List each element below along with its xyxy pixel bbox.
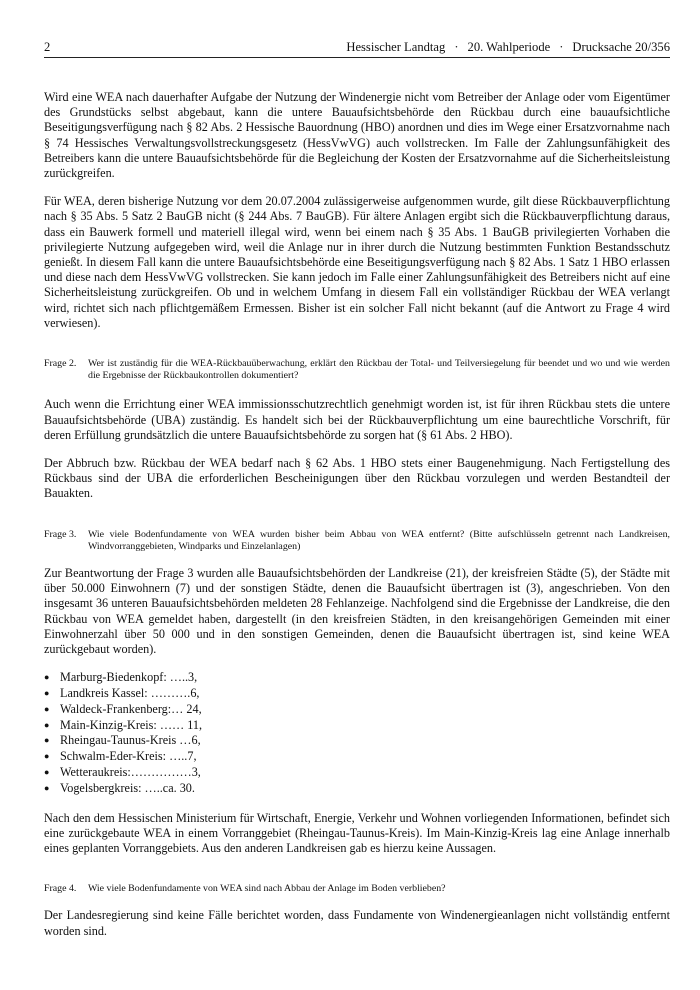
- list-item-text: Marburg-Biedenkopf: …..3,: [60, 670, 198, 685]
- document-page: [44, 40, 670, 939]
- list-item: [44, 765, 670, 781]
- list-item: [44, 702, 670, 718]
- bullet-icon: ●: [44, 767, 50, 778]
- list-item-text: Rheingau-Taunus-Kreis …6,: [60, 733, 201, 748]
- list-item-text: Landkreis Kassel: ……….6,: [60, 686, 200, 701]
- header-separator: ·: [559, 40, 564, 54]
- list-item: [44, 749, 670, 765]
- list-item-text: Waldeck-Frankenberg:… 24,: [60, 701, 202, 716]
- question-label: Frage 2.: [44, 358, 77, 370]
- list-item-text: Main-Kinzig-Kreis: …… 11,: [60, 717, 203, 732]
- answer-paragraph-1: Wird eine WEA nach dauerhafter Aufgabe der Nutzung der Windenergie nicht vom Betreiber der Anlage oder vom Eigentümer des Grundstücks selbst abgebaut, kann die untere Bauaufsichtsbehörde den Rückbau durch eine bauaufsichtliche Beseitigungsverfügung nach § 82 Abs. 2 Hessische Bauordnung (HBO) anordnen und dies im Wege einer Ersatzvornahme nach § 74 Hessisches Verwaltungsvollstreckungsgesetz (HessVwVG) auch vollstrecken. Im Falle der Zahlungsunfähigkeit des Betreibers kann die untere Bauaufsichtsbehörde für die Begleichung der Kosten der Ersatzvornahme auf die Sicherheitsleistung zurückgreifen.: [44, 90, 670, 181]
- answer-paragraph-5: Zur Beantwortung der Frage 3 wurden alle Bauaufsichtsbehörden der Landkreise (21), der kreisfreien Städte (5), der Städte mit über 50.000 Einwohnern (7) und der sonstigen Städte, denen die Bauaufsicht übertragen ist (3), angeschrieben. Von den insgesamt 36 unteren Bauaufsichtsbehörden meldeten 28 Fehlanzeige. Nachfolgend sind die Ergebnisse der Landkreise, die den Rückbau von WEA gemeldet haben, dargestellt (in den kreisfreien Städten, in den kreisangehörigen Gemeinden mit einer Einwohnerzahl über 50 000 und in den sonstigen Gemeinden, denen die Bauaufsicht übertragen ist, sind keine WEA zurückgebaut worden).: [44, 566, 670, 657]
- list-item: [44, 686, 670, 702]
- bullet-icon: ●: [44, 703, 50, 714]
- list-item: [44, 781, 670, 797]
- legislative-period: 20. Wahlperiode: [467, 40, 551, 54]
- question-text: Wer ist zuständig für die WEA-Rückbauüberwachung, erklärt den Rückbau der Total- und Teilversiegelung für beendet und wo und wie werden die Ergebnisse der Rückbaukontrollen dokumentiert?: [88, 358, 670, 382]
- page-number: 2: [44, 40, 51, 54]
- list-item: [44, 670, 670, 686]
- bullet-icon: ●: [44, 782, 50, 793]
- question-text: Wie viele Bodenfundamente von WEA wurden bisher beim Abbau von WEA entfernt? (Bitte aufschlüsseln getrennt nach Landkreisen, Windvorranggebieten, Windparks und Einzelanlagen): [88, 528, 670, 552]
- answer-paragraph-2: Für WEA, deren bisherige Nutzung vor dem 20.07.2004 zulässigerweise aufgenommen wurde, gilt diese Rückbauverpflichtung nach § 35 Abs. 5 Satz 2 BauGB nicht (§ 244 Abs. 7 BauGB). Für ältere Anlagen ergibt sich die Rückbauverpflichtung daraus, dass ein Bauwerk formell und materiell illegal wird, wenn bei einem nach § 35 Abs. 1 BauGB privilegierten Vorhaben die privilegierte Nutzung aufgegeben wird, weil die Anlage nur in ihrer durch die Nutzung bestimmten Funktion Bestandsschutz genießt. In diesem Fall kann die untere Bauaufsichtsbehörde eine Beseitigungsverfügung nach § 82 Abs. 1 Satz 1 HBO erlassen und diese nach dem HessVwVG vollstrecken. Sie kann jedoch im Falle einer Zahlungsunfähigkeit des Betreibers nicht auf eine Sicherheitsleistung zurückgreifen. Ob und in welchem Umfang in diesem Fall ein vollständiger Rückbau der WEA verlangt wird, richtet sich nach pflichtgemäßem Ermessen. Bisher ist ein solcher Fall nicht bekannt (auf die Antwort zu Frage 4 wird verwiesen).: [44, 194, 670, 330]
- page-header: [44, 40, 670, 58]
- question-label: Frage 3.: [44, 528, 77, 540]
- question-label: Frage 4.: [44, 883, 77, 895]
- bullet-icon: ●: [44, 688, 50, 699]
- list-item: [44, 733, 670, 749]
- list-item-text: Vogelsbergkreis: …..ca. 30.: [60, 780, 195, 795]
- document-number: Drucksache 20/356: [572, 40, 670, 54]
- answer-paragraph-3: Auch wenn die Errichtung einer WEA immissionsschutzrechtlich genehmigt worden ist, ist für ihren Rückbau stets die untere Bauaufsichtsbehörde (UBA) zuständig. Es handelt sich bei der Rückbauverpflichtung um eine baurechtliche Vorschrift, für deren Erfüllung grundsätzlich die untere Bauaufsichtsbehörde zu sorgen hat (§ 61 Abs. 2 HBO).: [44, 397, 670, 442]
- header-separator: ·: [454, 40, 459, 54]
- answer-paragraph-6: Nach den dem Hessischen Ministerium für Wirtschaft, Energie, Verkehr und Wohnen vorliegenden Informationen, befindet sich eine zurückgebaute WEA in einem Vorranggebiet (Rheingau-Taunus-Kreis). Im Main-Kinzig-Kreis lag eine Anlage innerhalb eines geplanten Vorranggebiets. Aus den anderen Landkreisen gab es hierzu keine Aussagen.: [44, 810, 670, 856]
- list-item-text: Schwalm-Eder-Kreis: …..7,: [60, 749, 197, 764]
- list-item-text: Wetteraukreis:……………3,: [60, 765, 201, 780]
- bullet-icon: ●: [44, 751, 50, 762]
- answer-paragraph-7: Der Landesregierung sind keine Fälle berichtet worden, dass Fundamente von Windenergieanlagen nicht vollständig entfernt worden sind.: [44, 908, 670, 938]
- question-text: Wie viele Bodenfundamente von WEA sind nach Abbau der Anlage im Boden verblieben?: [88, 883, 446, 895]
- question-4: [44, 883, 670, 895]
- district-list: [44, 670, 670, 796]
- bullet-icon: ●: [44, 735, 50, 746]
- list-item: [44, 718, 670, 734]
- answer-paragraph-4: Der Abbruch bzw. Rückbau der WEA bedarf nach § 62 Abs. 1 HBO stets einer Baugenehmigung. Nach Fertigstellung des Rückbaus sind der UBA die erforderlichen Bescheinigungen über den Rückbau vorzulegen und werden Bestandteil der Bauakten.: [44, 456, 670, 501]
- bullet-icon: ●: [44, 719, 50, 730]
- header-meta: [346, 40, 670, 55]
- question-2: [44, 358, 670, 382]
- parliament-name: Hessischer Landtag: [346, 40, 446, 54]
- question-3: [44, 529, 670, 553]
- bullet-icon: ●: [44, 672, 50, 683]
